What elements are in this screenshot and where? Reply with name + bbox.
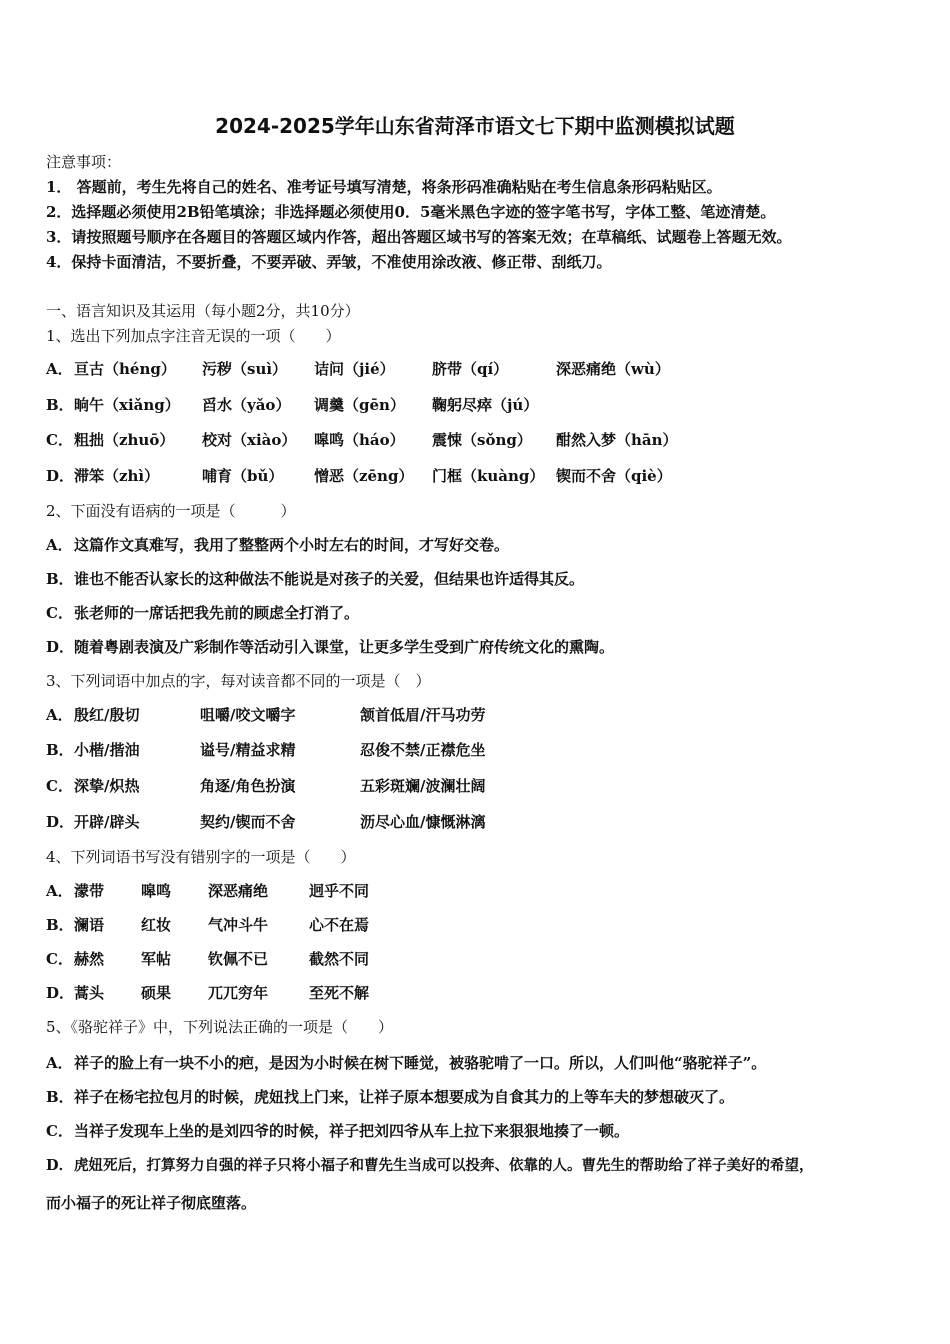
option-letter: C．	[46, 604, 73, 622]
option-cell: 截然不同	[309, 950, 370, 968]
option-cell: 晌午（xiǎng）	[74, 396, 180, 414]
question-3-option-c	[46, 776, 485, 796]
option-text: 祥子在杨宅拉包月的时候，虎妞找上门来，让祥子原本想要成为自食其力的上等车夫的梦想破灭了。	[74, 1088, 735, 1106]
option-text: 张老师的一席话把我先前的顾虑全打消了。	[74, 604, 360, 622]
option-cell: 五彩斑斓/波澜壮阔	[360, 777, 486, 795]
option-letter: D．	[46, 467, 75, 485]
question-1-option-d	[46, 466, 672, 486]
option-cell: 殷红/殷切	[74, 706, 140, 724]
notice-item-2: 2．选择题必须使用2B铅笔填涂；非选择题必须使用0．5毫米黑色字迹的签字笔书写，字体工整、笔迹清楚。	[46, 203, 776, 221]
notice-item-3: 3．请按照题号顺序在各题目的答题区域内作答，超出答题区域书写的答案无效；在草稿纸、试题卷上答题无效。	[46, 228, 792, 246]
option-text: 随着粤剧表演及广彩制作等活动引入课堂，让更多学生受到广府传统文化的熏陶。	[74, 638, 615, 656]
notice-item-4: 4．保持卡面清洁，不要折叠，不要弄破、弄皱，不准使用涂改液、修正带、刮纸刀。	[46, 253, 612, 271]
option-cell: 红妆	[141, 916, 172, 934]
option-cell: 深挚/炽热	[74, 777, 140, 795]
option-letter: D．	[46, 984, 75, 1002]
question-5-stem: 5、《骆驼祥子》中，下列说法正确的一项是（ ）	[46, 1018, 394, 1036]
option-text: 谁也不能否认家长的这种做法不能说是对孩子的关爱，但结果也许适得其反。	[74, 570, 585, 588]
option-cell: 亘古（héng）	[74, 360, 176, 378]
question-2-option-d	[46, 637, 614, 657]
option-cell: 鞠躬尽瘁（jú）	[432, 396, 539, 414]
option-cell: 校对（xiào）	[202, 431, 297, 449]
option-cell: 赫然	[74, 950, 105, 968]
option-letter: B．	[46, 1088, 74, 1106]
question-5-option-b	[46, 1087, 734, 1107]
option-cell: 脐带（qí）	[432, 360, 509, 378]
question-1-option-a	[46, 359, 670, 379]
option-cell: 颔首低眉/汗马功劳	[360, 706, 486, 724]
question-4-option-d	[46, 983, 369, 1003]
option-cell: 憎恶（zēng）	[314, 467, 414, 485]
option-cell: 滞笨（zhì）	[74, 467, 160, 485]
page-title: 2024-2025学年山东省菏泽市语文七下期中监测模拟试题	[215, 114, 735, 138]
option-cell: 迥乎不同	[309, 882, 370, 900]
option-letter: C．	[46, 950, 73, 968]
option-letter: B．	[46, 741, 74, 759]
option-cell: 谥号/精益求精	[200, 741, 296, 759]
question-4-option-c	[46, 949, 369, 969]
option-cell: 军帖	[141, 950, 172, 968]
option-cell: 心不在焉	[309, 916, 370, 934]
question-4-option-b	[46, 915, 369, 935]
option-letter: D．	[46, 1157, 74, 1174]
option-cell: 硕果	[141, 984, 172, 1002]
option-cell: 深恶痛绝	[208, 882, 269, 900]
option-letter: C．	[46, 777, 73, 795]
option-letter: A．	[46, 882, 73, 900]
question-2-option-c	[46, 603, 359, 623]
option-cell: 咀嚼/咬文嚼字	[200, 706, 296, 724]
option-cell: 濛带	[74, 882, 105, 900]
question-2-stem: 2、下面没有语病的一项是（ ）	[46, 502, 296, 520]
option-cell: 舀水（yǎo）	[202, 396, 291, 414]
option-cell: 契约/锲而不舍	[200, 813, 296, 831]
option-cell: 至死不解	[309, 984, 370, 1002]
option-cell: 诘问（jié）	[314, 360, 395, 378]
question-1-option-c	[46, 430, 678, 450]
option-letter: A．	[46, 536, 73, 554]
question-5-option-a	[46, 1053, 766, 1073]
notice-item-1: 1． 答题前，考生先将自己的姓名、准考证号填写清楚，将条形码准确粘贴在考生信息条形码粘贴区。	[46, 178, 722, 196]
option-cell: 门框（kuàng）	[432, 467, 545, 485]
option-cell: 酣然入梦（hān）	[556, 431, 678, 449]
option-cell: 深恶痛绝（wù）	[556, 360, 670, 378]
option-cell: 蒿头	[74, 984, 105, 1002]
question-5-option-d	[46, 1156, 814, 1176]
option-cell: 忍俊不禁/正襟危坐	[360, 741, 486, 759]
question-3-option-a	[46, 705, 485, 725]
option-letter: A．	[46, 360, 73, 378]
option-letter: D．	[46, 638, 75, 656]
question-2-option-b	[46, 569, 584, 589]
option-cell: 钦佩不已	[208, 950, 269, 968]
notice-heading: 注意事项：	[46, 153, 122, 171]
question-5-option-c	[46, 1121, 629, 1141]
option-cell: 震悚（sǒng）	[432, 431, 532, 449]
question-5-option-d-continuation: 而小福子的死让祥子彻底堕落。	[46, 1194, 257, 1212]
option-letter: B．	[46, 570, 74, 588]
option-cell: 嗥鸣（háo）	[314, 431, 405, 449]
question-2-option-a	[46, 535, 509, 555]
question-1-option-b	[46, 395, 538, 415]
option-text: 这篇作文真难写，我用了整整两个小时左右的时间，才写好交卷。	[74, 536, 510, 554]
option-cell: 锲而不舍（qiè）	[556, 467, 672, 485]
question-1-stem: 1、选出下列加点字注音无误的一项（ ）	[46, 327, 341, 345]
option-cell: 嗥鸣	[141, 882, 172, 900]
option-cell: 澜语	[74, 916, 105, 934]
option-letter: B．	[46, 916, 74, 934]
option-letter: B．	[46, 396, 74, 414]
option-letter: C．	[46, 1122, 73, 1140]
question-3-option-b	[46, 740, 485, 760]
option-letter: A．	[46, 1054, 73, 1072]
option-cell: 沥尽心血/慷慨淋漓	[360, 813, 486, 831]
option-cell: 兀兀穷年	[208, 984, 269, 1002]
option-text: 祥子的脸上有一块不小的疤，是因为小时候在树下睡觉，被骆驼啃了一口。所以，人们叫他“骆驼祥子”。	[74, 1054, 767, 1072]
option-letter: D．	[46, 813, 75, 831]
option-cell: 开辟/辟头	[74, 813, 140, 831]
option-cell: 哺育（bǔ）	[202, 467, 284, 485]
option-cell: 气冲斗牛	[208, 916, 269, 934]
option-cell: 角逐/角色扮演	[200, 777, 296, 795]
option-cell: 调羹（gēn）	[314, 396, 405, 414]
option-text: 当祥子发现车上坐的是刘四爷的时候，祥子把刘四爷从车上拉下来狠狠地揍了一顿。	[74, 1122, 630, 1140]
question-4-stem: 4、下列词语书写没有错别字的一项是（ ）	[46, 848, 356, 866]
question-3-stem: 3、下列词语中加点的字，每对读音都不同的一项是（ ）	[46, 672, 431, 690]
option-cell: 粗拙（zhuō）	[74, 431, 175, 449]
question-3-option-d	[46, 812, 485, 832]
option-letter: A．	[46, 706, 73, 724]
section-heading: 一、语言知识及其运用（每小题2分，共10分）	[46, 302, 360, 320]
option-letter: C．	[46, 431, 73, 449]
option-text: 虎妞死后，打算努力自强的祥子只将小福子和曹先生当成可以投奔、依靠的人。曹先生的帮助给了祥子美好的希望，	[74, 1157, 814, 1174]
option-cell: 小楷/揩油	[74, 741, 140, 759]
question-4-option-a	[46, 881, 369, 901]
option-cell: 污秽（suì）	[202, 360, 288, 378]
